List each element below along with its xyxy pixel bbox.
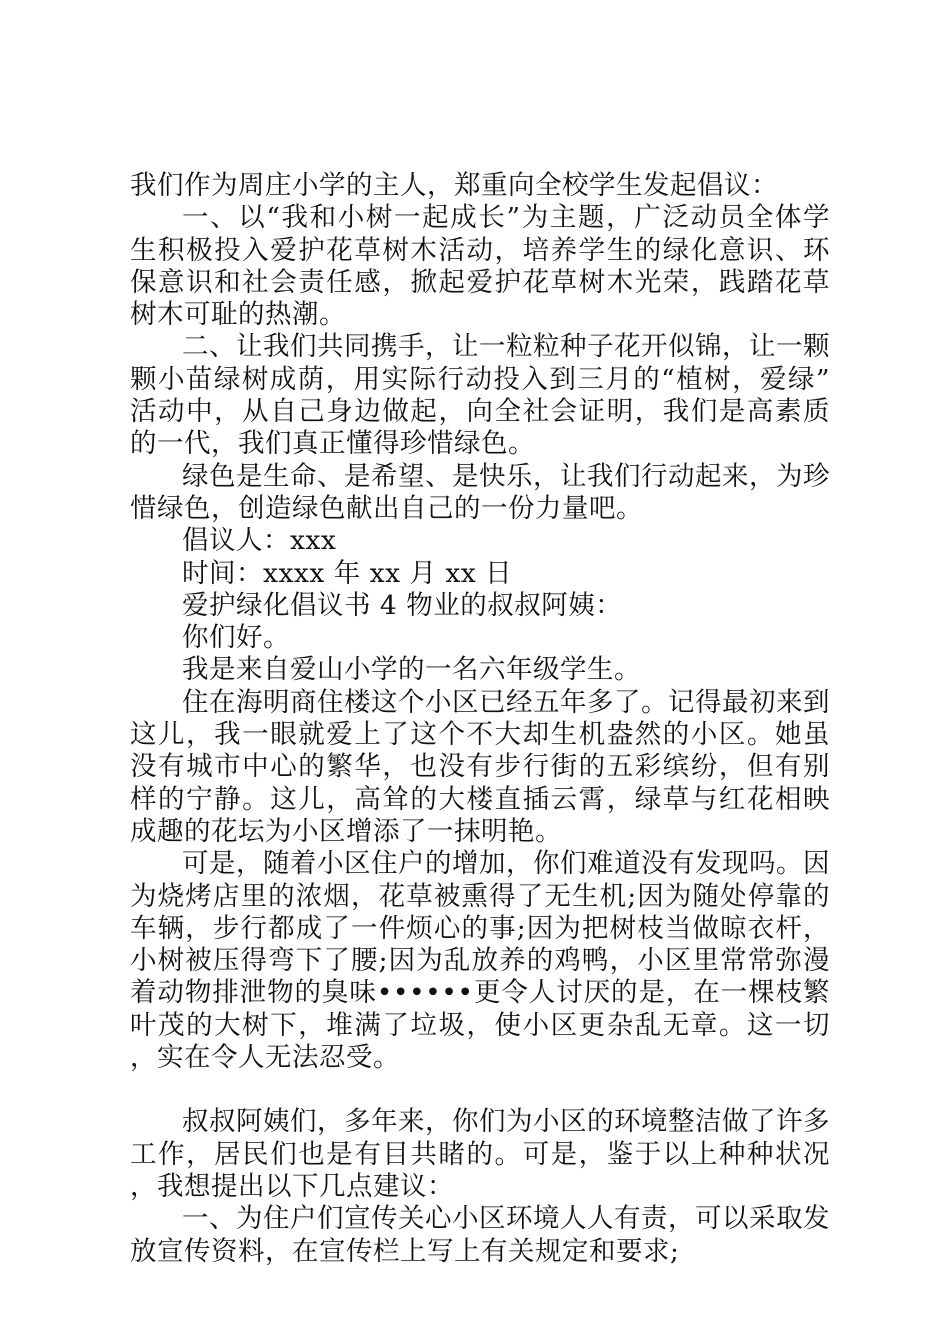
paragraph-self-intro: 我是来自爱山小学的一名六年级学生。 xyxy=(182,654,641,686)
paragraph-opening: 我们作为周庄小学的主人，郑重向全校学生发起倡议： xyxy=(130,170,778,201)
document-body xyxy=(130,170,830,1268)
paragraph-proposal-two: 二、让我们共同携手，让一粒粒种子花开似锦，让一颗颗小苗绿树成荫，用实际行动投入到三月的“植树，爱绿”活动中，从自己身边做起，向全社会证明，我们是高素质的一代，我们真正懂得珍惜绿色。 xyxy=(130,331,830,460)
paragraph-suggestion-one: 一、为住户们宣传关心小区环境人人有责，可以采取发放宣传资料，在宣传栏上写上有关规定和要求; xyxy=(130,1203,830,1267)
paragraph-letter-title: 爱护绿化倡议书 4 物业的叔叔阿姨： xyxy=(182,589,623,621)
paragraph-date: 时间：xxxx 年 xx 月 xx 日 xyxy=(182,557,513,589)
paragraph-proposer: 倡议人：xxx xyxy=(182,525,337,557)
paragraph-greeting: 你们好。 xyxy=(182,622,290,654)
paragraph-community-description: 住在海明商住楼这个小区已经五年多了。记得最初来到这儿，我一眼就爱上了这个不大却生机盎然的小区。她虽没有城市中心的繁华，也没有步行街的五彩缤纷，但有别样的宁静。这儿，高耸的大楼直插云霄，绿草与红花相映成趣的花坛为小区增添了一抹明艳。 xyxy=(130,686,830,847)
paragraph-problems: 可是，随着小区住户的增加，你们难道没有发现吗。因为烧烤店里的浓烟，花草被熏得了无生机;因为随处停靠的车辆，步行都成了一件烦心的事;因为把树枝当做晾衣杆，小树被压得弯下了腰;因为乱放养的鸡鸭，小区里常常弥漫着动物排泄物的臭味••••••更令人讨厌的是，在一棵枝繁叶茂的大树下，堆满了垃圾，使小区更杂乱无章。这一切，实在令人无法忍受。 xyxy=(130,848,830,1074)
paragraph-address-staff: 叔叔阿姨们，多年来，你们为小区的环境整洁做了许多工作，居民们也是有目共睹的。可是，鉴于以上种种状况，我想提出以下几点建议： xyxy=(130,1106,830,1202)
paragraph-green-appeal: 绿色是生命、是希望、是快乐，让我们行动起来，为珍惜绿色，创造绿色献出自己的一份力量吧。 xyxy=(130,460,830,524)
paragraph-proposal-one: 一、以“我和小树一起成长”为主题，广泛动员全体学生积极投入爱护花草树木活动，培养学生的绿化意识、环保意识和社会责任感，掀起爱护花草树木光荣，践踏花草树木可耻的热潮。 xyxy=(130,202,830,331)
